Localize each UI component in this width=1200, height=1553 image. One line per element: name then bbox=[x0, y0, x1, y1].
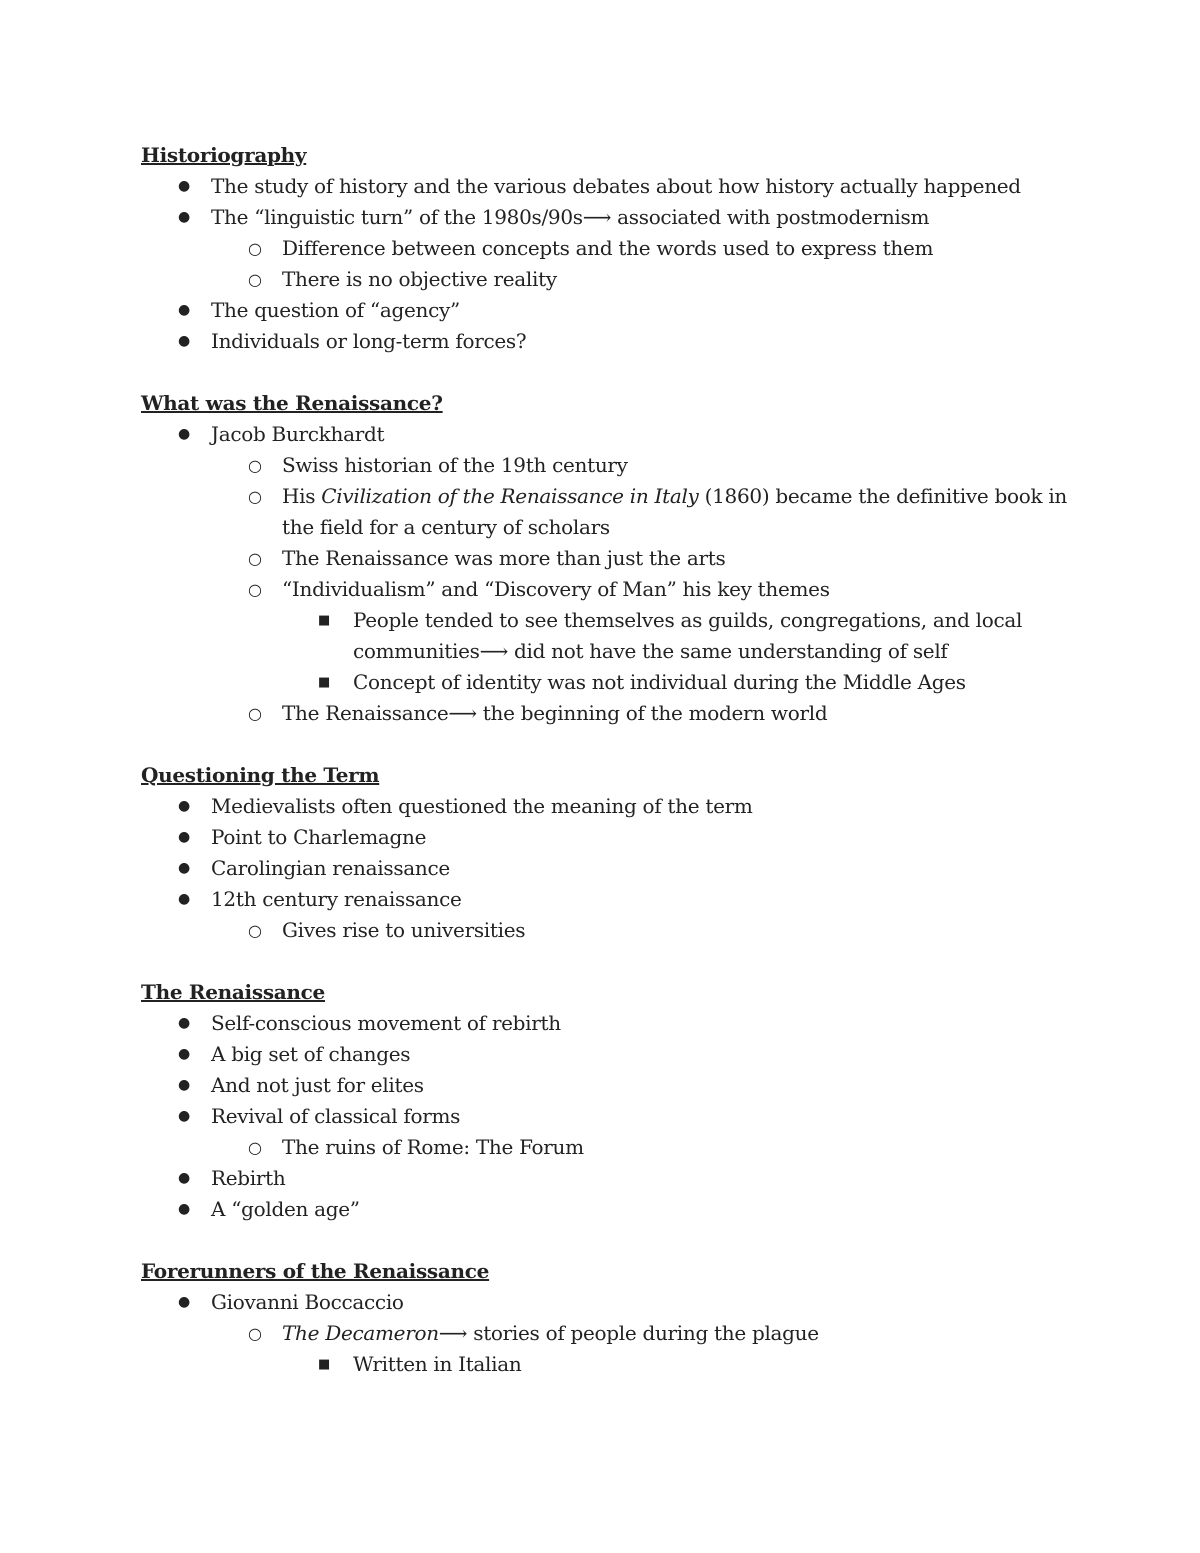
list-item-text: Revival of classical forms bbox=[211, 1104, 461, 1128]
section bbox=[141, 1256, 1101, 1380]
list-item bbox=[141, 605, 1101, 667]
list-item-text: Jacob Burckhardt bbox=[211, 422, 385, 446]
filled-circle-bullet-icon: ● bbox=[178, 1170, 190, 1186]
section-heading: The Renaissance bbox=[141, 980, 325, 1004]
section bbox=[141, 388, 1101, 729]
filled-circle-bullet-icon: ● bbox=[178, 891, 190, 907]
list-item-text: The Renaissance was more than just the arts bbox=[282, 546, 726, 570]
hollow-circle-bullet-icon: ○ bbox=[248, 456, 262, 475]
list-item bbox=[141, 1349, 1101, 1380]
filled-circle-bullet-icon: ● bbox=[178, 1294, 190, 1310]
hollow-circle-bullet-icon: ○ bbox=[248, 239, 262, 258]
list-item-text: And not just for elites bbox=[211, 1073, 424, 1097]
list-item bbox=[141, 1318, 1101, 1349]
list-item-text: Gives rise to universities bbox=[282, 918, 526, 942]
section bbox=[141, 977, 1101, 1225]
bullet-list bbox=[141, 791, 1101, 946]
filled-circle-bullet-icon: ● bbox=[178, 426, 190, 442]
filled-circle-bullet-icon: ● bbox=[178, 1015, 190, 1031]
list-item-text: “Individualism” and “Discovery of Man” his key themes bbox=[282, 577, 830, 601]
filled-circle-bullet-icon: ● bbox=[178, 333, 190, 349]
section bbox=[141, 760, 1101, 946]
list-item-text: The “linguistic turn” of the 1980s/90s⟶ associated with postmodernism bbox=[211, 205, 930, 229]
list-item-text bbox=[282, 1321, 819, 1345]
filled-circle-bullet-icon: ● bbox=[178, 302, 190, 318]
list-item-text: 12th century renaissance bbox=[211, 887, 462, 911]
list-item bbox=[141, 791, 1101, 822]
hollow-circle-bullet-icon: ○ bbox=[248, 580, 262, 599]
hollow-circle-bullet-icon: ○ bbox=[248, 270, 262, 289]
section-heading: Forerunners of the Renaissance bbox=[141, 1259, 490, 1283]
filled-circle-bullet-icon: ● bbox=[178, 209, 190, 225]
filled-circle-bullet-icon: ● bbox=[178, 1108, 190, 1124]
list-item-text: People tended to see themselves as guilds, congregations, and local communities⟶ did not have the same understanding of self bbox=[353, 608, 1023, 663]
list-item bbox=[141, 1132, 1101, 1163]
text-run: (1860) became the definitive book in the field for a century of scholars bbox=[282, 484, 1067, 539]
hollow-circle-bullet-icon: ○ bbox=[248, 549, 262, 568]
list-item-text: Giovanni Boccaccio bbox=[211, 1290, 404, 1314]
hollow-circle-bullet-icon: ○ bbox=[248, 704, 262, 723]
list-item bbox=[141, 450, 1101, 481]
list-item-text: Individuals or long-term forces? bbox=[211, 329, 527, 353]
list-item bbox=[141, 667, 1101, 698]
bullet-list bbox=[141, 419, 1101, 729]
document-body bbox=[141, 140, 1101, 1411]
filled-square-bullet-icon: ■ bbox=[318, 1357, 330, 1372]
list-item bbox=[141, 295, 1101, 326]
section-heading: Historiography bbox=[141, 143, 307, 167]
list-item-text: A big set of changes bbox=[211, 1042, 411, 1066]
list-item-text: The question of “agency” bbox=[211, 298, 460, 322]
filled-circle-bullet-icon: ● bbox=[178, 1046, 190, 1062]
list-item-text: Point to Charlemagne bbox=[211, 825, 427, 849]
list-item bbox=[141, 698, 1101, 729]
list-item bbox=[141, 1287, 1101, 1318]
list-item bbox=[141, 326, 1101, 357]
list-item bbox=[141, 822, 1101, 853]
italic-title-text: The Decameron bbox=[282, 1321, 439, 1345]
section-heading: What was the Renaissance? bbox=[141, 391, 443, 415]
list-item-text: There is no objective reality bbox=[282, 267, 557, 291]
list-item bbox=[141, 1101, 1101, 1132]
list-item bbox=[141, 915, 1101, 946]
filled-circle-bullet-icon: ● bbox=[178, 798, 190, 814]
section bbox=[141, 140, 1101, 357]
list-item bbox=[141, 419, 1101, 450]
list-item bbox=[141, 202, 1101, 233]
list-item bbox=[141, 1070, 1101, 1101]
list-item-text: Rebirth bbox=[211, 1166, 286, 1190]
list-item-text: Concept of identity was not individual during the Middle Ages bbox=[353, 670, 966, 694]
list-item-text bbox=[282, 484, 1067, 539]
filled-circle-bullet-icon: ● bbox=[178, 178, 190, 194]
list-item bbox=[141, 233, 1101, 264]
list-item-text: Carolingian renaissance bbox=[211, 856, 450, 880]
text-run: ⟶ stories of people during the plague bbox=[438, 1321, 819, 1345]
hollow-circle-bullet-icon: ○ bbox=[248, 1324, 262, 1343]
list-item bbox=[141, 884, 1101, 915]
list-item-text: Self-conscious movement of rebirth bbox=[211, 1011, 561, 1035]
list-item bbox=[141, 481, 1101, 543]
list-item-text: Written in Italian bbox=[353, 1352, 522, 1376]
hollow-circle-bullet-icon: ○ bbox=[248, 1138, 262, 1157]
filled-circle-bullet-icon: ● bbox=[178, 1077, 190, 1093]
text-run: His bbox=[282, 484, 322, 508]
list-item bbox=[141, 574, 1101, 605]
hollow-circle-bullet-icon: ○ bbox=[248, 921, 262, 940]
section-heading: Questioning the Term bbox=[141, 763, 380, 787]
filled-circle-bullet-icon: ● bbox=[178, 829, 190, 845]
hollow-circle-bullet-icon: ○ bbox=[248, 487, 262, 506]
list-item bbox=[141, 1194, 1101, 1225]
list-item-text: Swiss historian of the 19th century bbox=[282, 453, 628, 477]
list-item-text: The ruins of Rome: The Forum bbox=[282, 1135, 584, 1159]
list-item bbox=[141, 264, 1101, 295]
filled-square-bullet-icon: ■ bbox=[318, 613, 330, 628]
list-item bbox=[141, 171, 1101, 202]
list-item-text: The study of history and the various debates about how history actually happened bbox=[211, 174, 1021, 198]
list-item-text: The Renaissance⟶ the beginning of the modern world bbox=[282, 701, 828, 725]
filled-circle-bullet-icon: ● bbox=[178, 860, 190, 876]
bullet-list bbox=[141, 1008, 1101, 1225]
list-item bbox=[141, 853, 1101, 884]
bullet-list bbox=[141, 171, 1101, 357]
italic-title-text: Civilization of the Renaissance in Italy bbox=[321, 484, 699, 508]
list-item bbox=[141, 1008, 1101, 1039]
list-item-text: Difference between concepts and the words used to express them bbox=[282, 236, 934, 260]
list-item bbox=[141, 543, 1101, 574]
list-item bbox=[141, 1163, 1101, 1194]
filled-square-bullet-icon: ■ bbox=[318, 675, 330, 690]
filled-circle-bullet-icon: ● bbox=[178, 1201, 190, 1217]
bullet-list bbox=[141, 1287, 1101, 1380]
list-item-text: A “golden age” bbox=[211, 1197, 360, 1221]
list-item-text: Medievalists often questioned the meaning of the term bbox=[211, 794, 753, 818]
list-item bbox=[141, 1039, 1101, 1070]
